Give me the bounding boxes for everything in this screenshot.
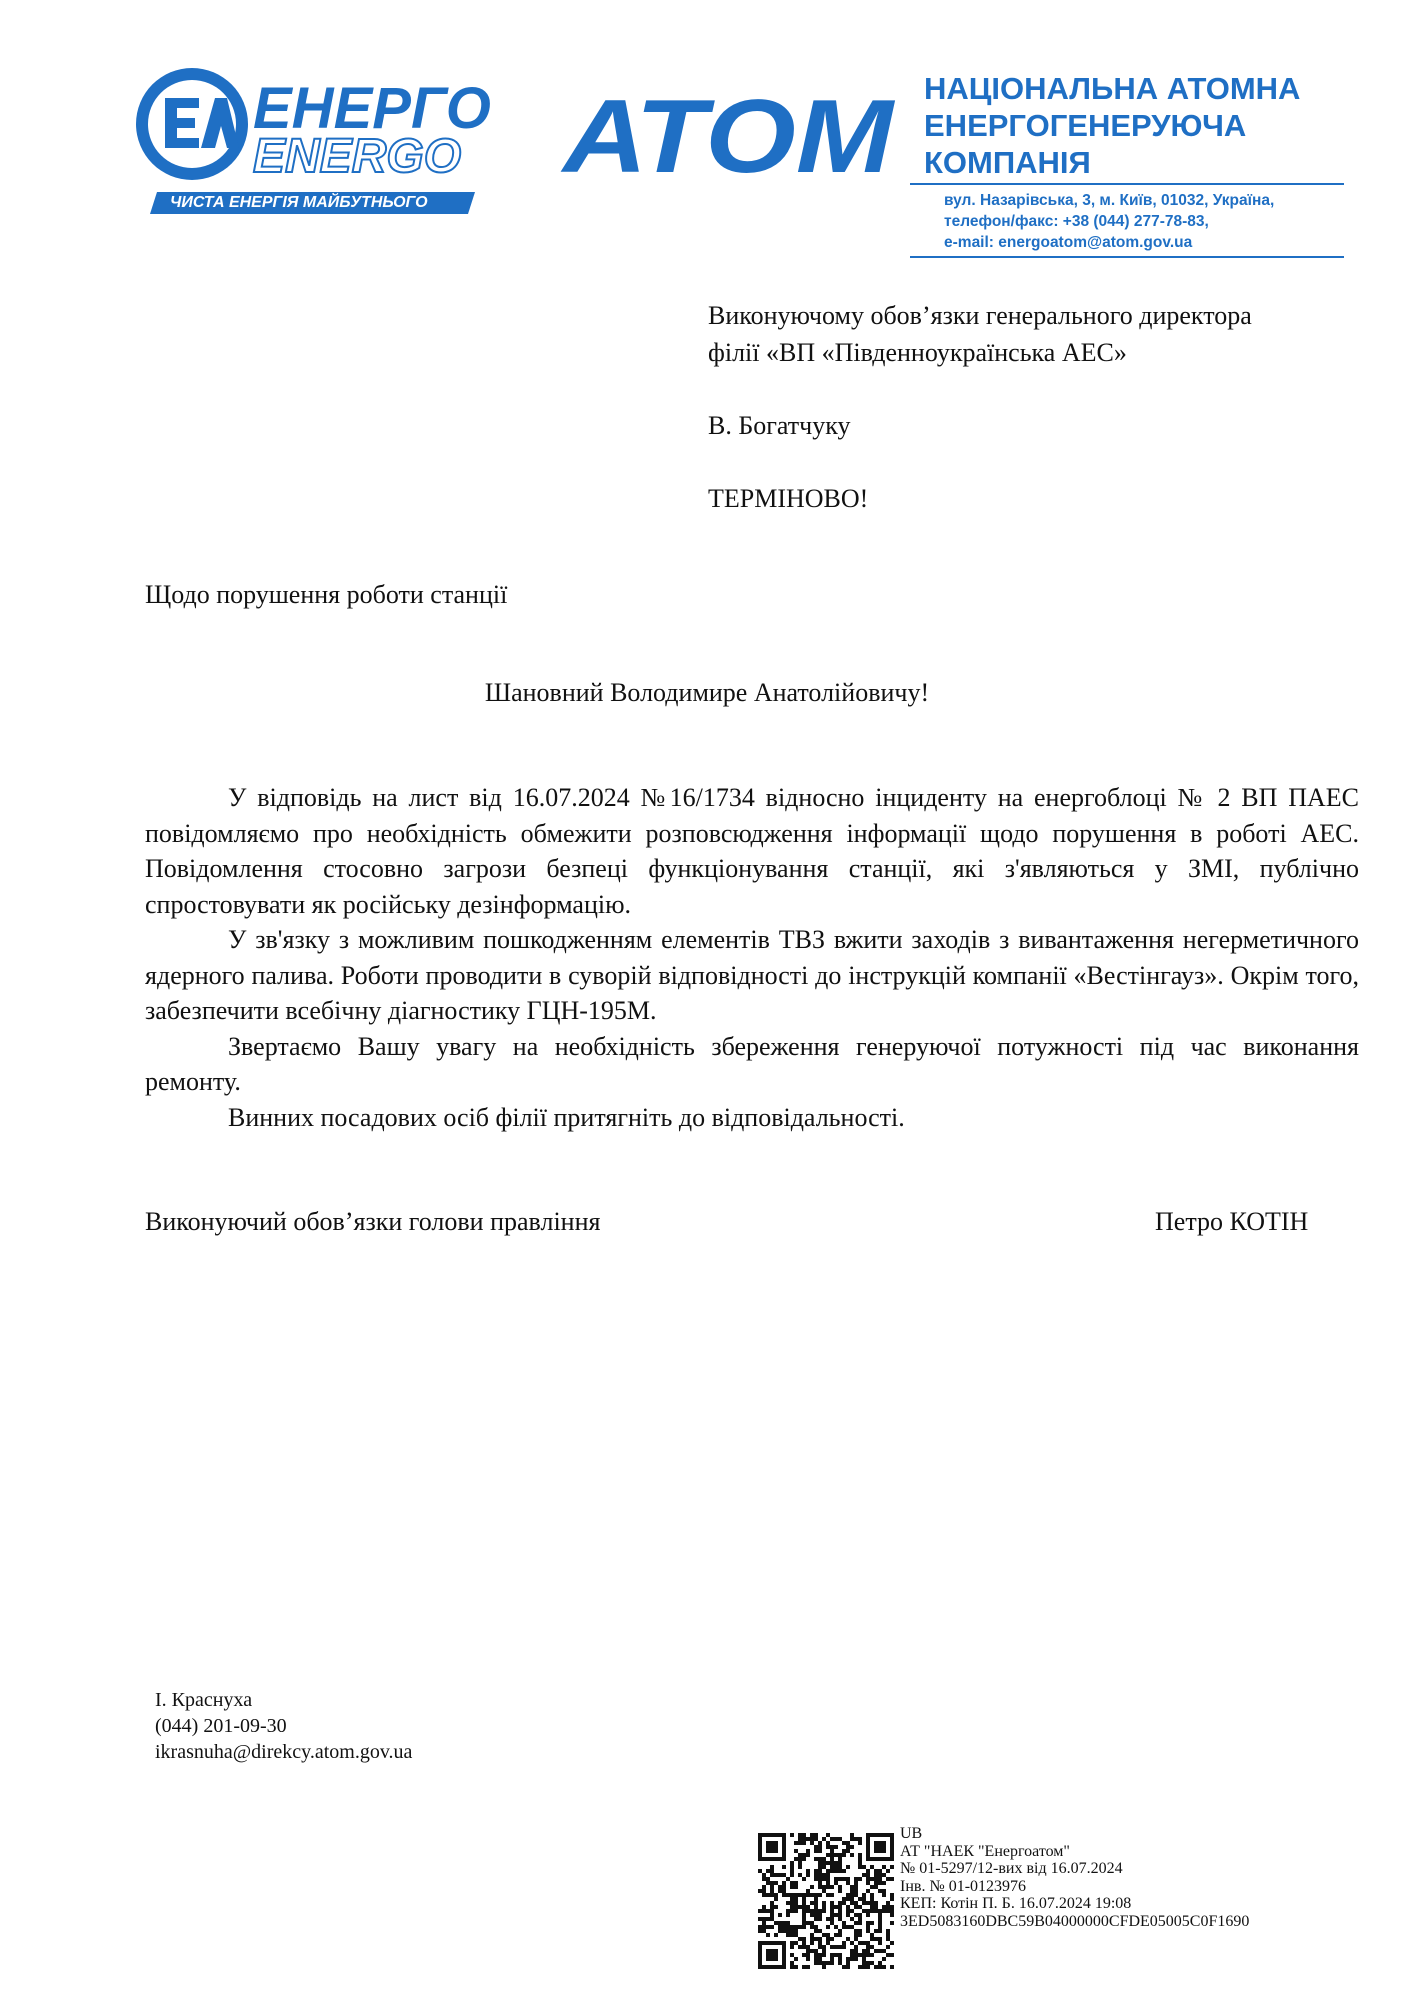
company-email: e-mail: energoatom@atom.gov.ua: [944, 234, 1193, 251]
company-name-line: ЕНЕРГОГЕНЕРУЮЧА: [924, 108, 1247, 143]
company-name-line: КОМПАНІЯ: [924, 145, 1091, 180]
signatory-name: Петро КОТІН: [1155, 1207, 1309, 1236]
company-address: вул. Назарівська, 3, м. Київ, 01032, Україна,: [944, 192, 1275, 209]
body-paragraph: У відповідь на лист від 16.07.2024 №16/1734 відносно інциденту на енергоблоці № 2 ВП ПАЕС повідомляємо про необхідність обмежити розповсюдження інформації щодо порушення в роботі АЕС. Повідомлення стосовно загрози безпеці функціонування станції, які з'являються у ЗМІ, публічно спростовувати як російську дезінформацію.: [145, 783, 1359, 919]
addressee-name: В. Богатчуку: [708, 411, 851, 440]
header-divider: [910, 183, 1344, 185]
stamp-line: 3ED5083160DBC59B04000000CFDE05005C0F1690: [900, 1912, 1250, 1930]
stamp-line: № 01-5297/12-вих від 16.07.2024: [900, 1860, 1123, 1877]
company-contacts: [944, 190, 1344, 253]
digital-signature-stamp: [900, 1825, 1249, 1930]
salutation: Шановний Володимире Анатолійовичу!: [484, 678, 930, 707]
header-divider-bottom: [910, 256, 1344, 258]
logo-word-energo-latin: ENERGO: [253, 130, 462, 183]
letter-body: [145, 780, 1359, 1135]
logo-word-energo: ЕНЕРГО: [253, 76, 491, 141]
company-name-line: НАЦІОНАЛЬНА АТОМНА: [924, 71, 1301, 106]
emblem-icon: [136, 68, 248, 180]
executor-phone: (044) 201-09-30: [155, 1715, 287, 1737]
tagline: ЧИСТА ЕНЕРГІЯ МАЙБУТНЬОГО: [170, 194, 428, 211]
addressee-title-line2: філії «ВП «Південноукраїнська АЕС»: [708, 338, 1127, 367]
body-paragraph: Звертаємо Вашу увагу на необхідність збереження генеруючої потужності під час виконання ремонту.: [145, 1031, 1359, 1096]
company-phone: телефон/факс: +38 (044) 277-78-83,: [944, 213, 1209, 230]
stamp-line: UB: [900, 1825, 923, 1842]
urgency-mark: ТЕРМІНОВО!: [708, 484, 869, 513]
stamp-line: КЕП: Котін П. Б. 16.07.2024 19:08: [900, 1895, 1132, 1912]
stamp-line: АТ "НАЕК "Енергоатом": [900, 1842, 1070, 1860]
letter-subject: Щодо порушення роботи станції: [145, 580, 508, 609]
body-paragraph: У зв'язку з можливим пошкодженням елементів ТВЗ вжити заходів з вивантаження негерметичного ядерного палива. Роботи проводити в суворій відповідності до інструкцій компанії «Вестінгауз». Окрім того, забезпечити всебічну діагностику ГЦН-195М.: [145, 925, 1359, 1025]
logo-word-atom: АТОМ: [559, 79, 896, 195]
addressee-title-line1: Виконуючому обов’язки генерального директора: [708, 301, 1252, 330]
body-paragraph: Винних посадових осіб філії притягніть до відповідальності.: [228, 1102, 905, 1132]
stamp-line: Інв. № 01-0123976: [900, 1877, 1027, 1895]
executor-email: ikrasnuha@direkcy.atom.gov.ua: [155, 1741, 413, 1763]
signatory-position: Виконуючий обов’язки голови правління: [145, 1207, 601, 1236]
executor-name: І. Краснуха: [155, 1689, 253, 1711]
qr-code-icon: [758, 1833, 894, 1969]
company-name: [924, 70, 1344, 181]
